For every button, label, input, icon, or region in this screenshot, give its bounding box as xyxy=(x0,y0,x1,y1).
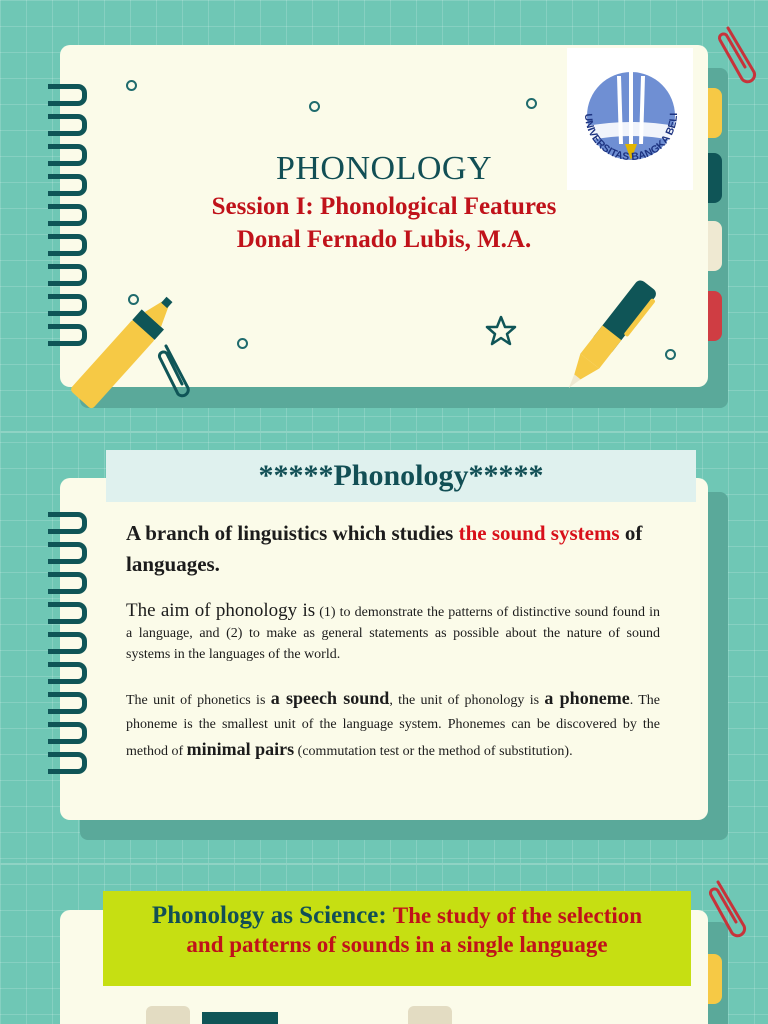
paperclip-icon xyxy=(156,340,198,402)
session-title: Session I: Phonological Features xyxy=(211,193,557,220)
author-name: Donal Fernado Lubis, M.A. xyxy=(236,226,532,253)
unit-paragraph: The unit of phonetics is a speech sound, the unit of phonology is a phoneme. The phoneme is the smallest unit of the language system. Phonemes can be discovered by the method of minimal pairs (commutation test or the method of substitution). xyxy=(126,688,660,759)
decor-dot xyxy=(309,101,320,112)
tab-yellow xyxy=(706,88,722,138)
definition-heading: *****Phonology***** xyxy=(106,450,696,502)
slide-definition xyxy=(0,432,768,864)
tab-teal xyxy=(706,153,722,203)
pen-icon xyxy=(540,260,670,420)
decor-dot xyxy=(237,338,248,349)
presentation-title: PHONOLOGY xyxy=(275,150,493,187)
logo-arc-text: UNIVERSITAS BANGKA BELI xyxy=(581,112,681,164)
tab-cream xyxy=(706,221,722,271)
paperclip-icon xyxy=(714,20,764,84)
icon-placeholder xyxy=(146,1006,190,1024)
decor-dot xyxy=(526,98,537,109)
icon-placeholder xyxy=(408,1006,452,1024)
slide-science xyxy=(0,864,768,1024)
aim-paragraph: The aim of phonology is (1) to demonstrate the patterns of distinctive sound found in a language, and (2) to make as general statements as possible about the nature of sound systems in the languages of the world. xyxy=(126,600,660,662)
science-heading: Phonology as Science: The study of the selection and patterns of sounds in a single language xyxy=(103,891,691,986)
slide-title xyxy=(0,0,768,432)
paperclip-icon xyxy=(706,876,754,938)
label-block xyxy=(202,1012,278,1024)
tab-red xyxy=(706,291,722,341)
decor-dot xyxy=(126,80,137,91)
tab-yellow xyxy=(706,954,722,1004)
star-icon xyxy=(484,314,518,348)
definition-lead: A branch of linguistics which studies the sound systems of languages. xyxy=(126,521,643,576)
